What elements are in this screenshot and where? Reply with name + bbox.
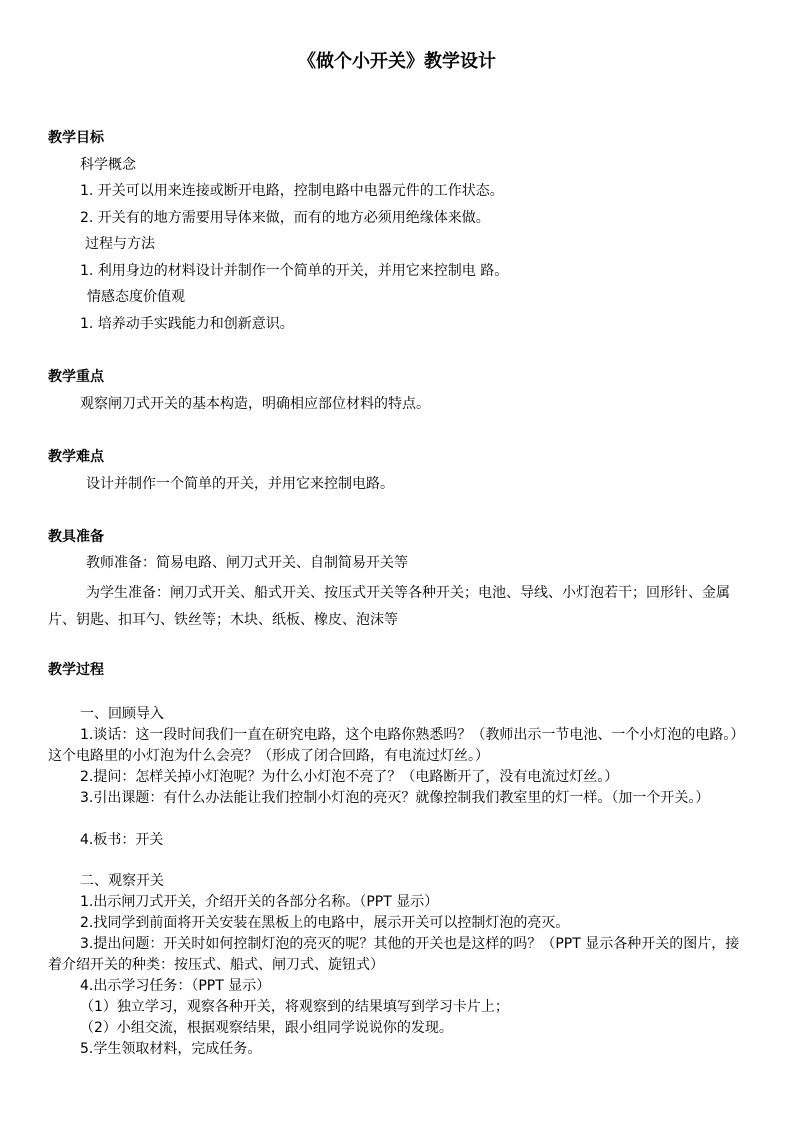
difficult-points-heading: 教学难点 [48, 449, 104, 465]
science-item-2: 2. 开关有的地方需要用导体来做，而有的地方必须用绝缘体来做。 [80, 210, 490, 226]
materials-heading: 教具准备 [48, 529, 104, 545]
objectives-heading: 教学目标 [48, 130, 104, 146]
key-points-text: 观察闸刀式开关的基本构造，明确相应部位材料的特点。 [80, 396, 430, 412]
process-heading: 教学过程 [48, 662, 104, 678]
difficult-points-text: 设计并制作一个简单的开关，并用它来控制电路。 [86, 476, 394, 492]
attitude-item-1: 1. 培养动手实践能力和创新意识。 [80, 316, 294, 332]
part1-item-3: 3.引出课题：有什么办法能让我们控制小灯泡的亮灭？就像控制我们教室里的灯一样。（加一个开关。） [80, 790, 710, 806]
part2-item-2: 2.找同学到前面将开关安装在黑板上的电路中，展示开关可以控制灯泡的亮灭。 [80, 915, 570, 931]
attitude-label: 情感态度价值观 [87, 289, 185, 305]
part2-label: 二、观察开关 [80, 873, 164, 889]
process-item-1: 1. 利用身边的材料设计并制作一个简单的开关，并用它来控制电 路。 [80, 263, 509, 279]
part2-item-3: 3.提出问题：开关时如何控制灯泡的亮灭的呢？其他的开关也是这样的吗？（PPT 显示各种开关的图片，接着介绍开关的种类：按压式、船式、闸刀式、旋钮式） [48, 936, 740, 973]
science-concept-label: 科学概念 [80, 157, 136, 173]
part2-item-4: 4.出示学习任务：（PPT 显示） [80, 978, 271, 994]
part1-item-1: 1.谈话：这一段时间我们一直在研究电路，这个电路你熟悉吗？（教师出示一节电池、一个小灯泡的电路。）这个电路里的小灯泡为什么会亮？（形成了闭合回路，有电流过灯丝。） [48, 727, 745, 764]
part1-label: 一、回顾导入 [80, 706, 164, 722]
page-title: 《做个小开关》教学设计 [298, 51, 496, 72]
part2-item-5: 5.学生领取材料，完成任务。 [80, 1041, 262, 1057]
key-points-heading: 教学重点 [48, 369, 104, 385]
part2-task-2: （2）小组交流，根据观察结果，跟小组同学说说你的发现。 [80, 1020, 453, 1036]
part2-task-1: （1）独立学习，观察各种开关，将观察到的结果填写到学习卡片上； [80, 999, 509, 1015]
student-materials: 为学生准备：闸刀式开关、船式开关、按压式开关等各种开关；电池、导线、小灯泡若干；回形针、金属片、钥匙、扣耳勺、铁丝等；木块、纸板、橡皮、泡沫等 [48, 585, 730, 628]
part2-item-1: 1.出示闸刀式开关，介绍开关的各部分名称。（PPT 显示） [80, 894, 439, 910]
part1-item-4: 4.板书：开关 [80, 832, 164, 848]
science-item-1: 1. 开关可以用来连接或断开电路，控制电路中电器元件的工作状态。 [80, 183, 504, 199]
part1-item-2: 2.提问：怎样关掉小灯泡呢？为什么小灯泡不亮了？（电路断开了，没有电流过灯丝。） [80, 769, 619, 785]
teacher-materials: 教师准备：简易电路、闸刀式开关、自制简易开关等 [86, 555, 408, 571]
process-method-label: 过程与方法 [85, 236, 155, 252]
